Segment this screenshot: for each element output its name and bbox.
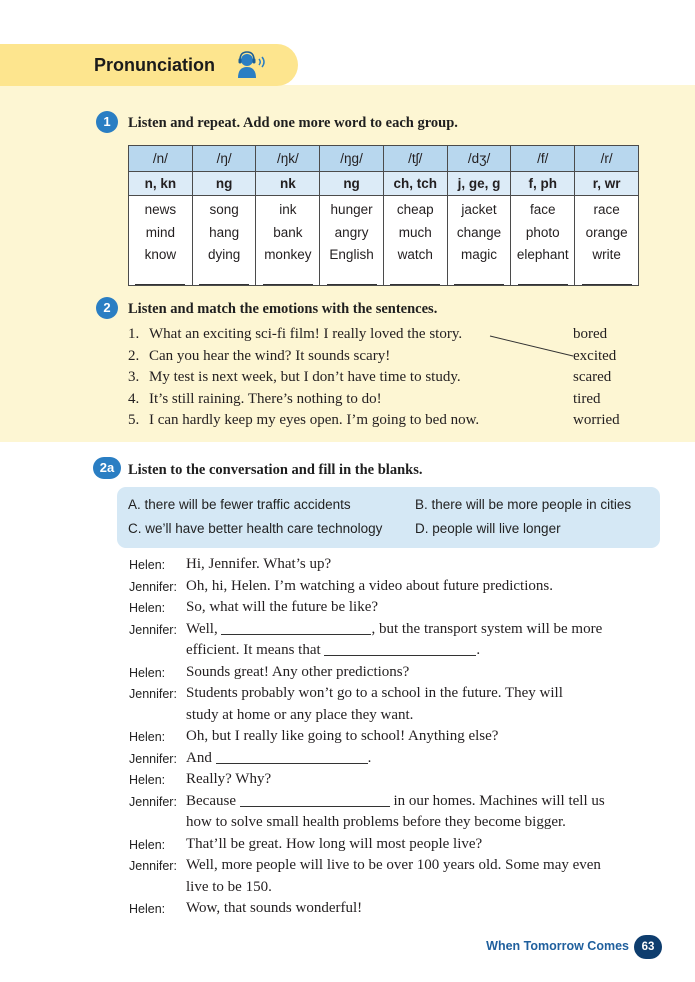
fill-in-blank[interactable] [240,792,390,807]
match-number: 5. [128,412,140,428]
dialogue-turn [129,898,649,920]
dialogue-turn [129,683,649,726]
dialogue-line: Oh, hi, Helen. I’m watching a video about future predictions. [186,577,553,594]
fill-in-blank[interactable] [324,641,476,656]
example-word: elephant [516,247,569,262]
example-word: monkey [264,247,312,262]
speaker-name: Jennifer: [129,859,177,873]
spelling-pattern: j, ge, g [447,172,511,196]
exercise-instruction: Listen and match the emotions with the sentences. [128,301,438,317]
match-item [128,412,628,434]
dialogue-line [186,748,649,770]
phoneme-symbol: /ŋk/ [256,146,320,172]
example-word: face [530,202,556,217]
dialogue-turn [129,597,649,619]
match-emotion-word[interactable]: worried [573,412,620,428]
spelling-pattern: ch, tch [383,172,447,196]
example-word: change [456,224,502,240]
headset-listening-icon [234,50,268,80]
match-sentence: It’s still raining. There’s nothing to do! [149,390,382,407]
dialogue-text: . [476,642,481,658]
phonics-table [128,145,639,286]
match-number: 3. [128,369,140,385]
exercise-number-badge: 2a [93,457,121,479]
example-word: cheap [396,202,434,217]
example-word: write [592,247,621,262]
example-word: news [144,202,177,217]
spelling-pattern: ng [320,172,384,196]
match-item [128,348,628,370]
match-sentence: What an exciting sci-fi film! I really loved the story. [149,326,463,342]
phoneme-symbol: /n/ [129,146,193,172]
answer-blank[interactable] [263,273,313,285]
spelling-pattern: r, wr [575,172,639,196]
match-item [128,369,628,391]
example-word: dying [207,247,241,262]
dialogue-line: Oh, but I really like going to school! Anything else? [186,728,499,744]
dialogue-line: That’ll be great. How long will most people live? [186,835,483,852]
answer-blank[interactable] [454,273,504,285]
dialogue-line [186,619,649,641]
phoneme-symbol: /f/ [511,146,575,172]
option-d: D. people will live longer [415,521,561,536]
example-word: English [329,247,374,262]
example-word: jacket [461,202,497,217]
option-c: C. we’ll have better health care technology [128,521,383,536]
match-emotion-word[interactable]: bored [573,326,608,342]
example-word: angry [334,224,369,240]
example-word: photo [525,224,560,240]
dialogue-turn [129,619,649,662]
dialogue-line: So, what will the future be like? [186,599,379,615]
dialogue-line: Sounds great! Any other predictions? [186,663,410,680]
dialogue-turn [129,726,649,748]
dialogue-line [186,791,649,813]
example-word: much [398,224,432,240]
match-sentence: My test is next week, but I don’t have time to study. [149,369,461,385]
speaker-name: Jennifer: [129,622,177,637]
speaker-name: Jennifer: [129,794,177,809]
spelling-pattern: nk [256,172,320,196]
speaker-name: Helen: [129,601,166,615]
exercise-instruction: Listen and repeat. Add one more word to each group. [128,115,458,131]
example-word: hang [209,224,240,240]
speaker-name: Helen: [129,730,166,744]
dialogue-text: And [186,749,216,766]
answer-blank[interactable] [199,273,249,285]
example-word: ink [279,202,297,217]
speaker-name: Helen: [129,558,166,572]
dialogue-line: Well, more people will live to be over 100 years old. Some may even [186,857,601,873]
exercise-instruction: Listen to the conversation and fill in the blanks. [128,462,423,478]
word-group [383,196,447,286]
answer-blank[interactable] [390,273,440,285]
dialogue-text: Because [186,792,240,809]
answer-blank[interactable] [518,273,568,285]
match-number: 2. [128,347,140,364]
spelling-pattern: n, kn [129,172,193,196]
dialogue-text: in our homes. Machines will tell us [389,792,605,809]
answer-blank[interactable] [135,273,185,285]
word-group [320,196,384,286]
match-number: 1. [128,326,140,342]
dialogue-line: Really? Why? [186,771,272,787]
phoneme-symbol: /ŋ/ [192,146,256,172]
speaker-name: Jennifer: [129,751,177,766]
match-sentence: Can you hear the wind? It sounds scary! [149,347,391,364]
phoneme-symbol: /dʒ/ [447,146,511,172]
dialogue-turn [129,834,649,856]
word-group [192,196,256,286]
dialogue-text: . [367,749,372,766]
example-word: bank [273,224,303,240]
matching-exercise [128,326,628,434]
answer-options-box [117,487,660,548]
dialogue-text: efficient. It means that [186,642,325,658]
option-a: A. there will be fewer traffic accidents [128,497,351,512]
dialogue-turn [129,791,649,834]
match-emotion-word[interactable]: scared [573,369,612,385]
phoneme-symbol: /tʃ/ [383,146,447,172]
match-number: 4. [128,390,140,407]
speaker-name: Jennifer: [129,687,177,701]
phoneme-symbol: /ŋg/ [320,146,384,172]
dialogue-line: live to be 150. [186,878,272,895]
dialogue-line: Hi, Jennifer. What’s up? [186,556,332,572]
exercise-number-badge: 2 [96,297,118,319]
fill-in-blank[interactable] [221,620,371,635]
unit-title: When Tomorrow Comes [486,939,629,953]
dialogue-turn [129,769,649,791]
dialogue-turn [129,855,649,898]
fill-in-blank[interactable] [216,749,368,764]
dialogue-line [186,640,649,662]
dialogue-text: Well, [186,620,222,637]
spelling-pattern: ng [192,172,256,196]
page-title: Pronunciation [94,55,215,75]
dialogue-line: study at home or any place they want. [186,706,414,723]
match-sentence: I can hardly keep my eyes open. I’m going to bed now. [149,412,480,428]
speaker-name: Jennifer: [129,579,177,594]
answer-blank[interactable] [327,273,377,285]
exercise-number-badge: 1 [96,111,118,133]
dialogue-line: Wow, that sounds wonderful! [186,900,363,916]
page-number-badge: 63 [634,935,662,959]
spelling-pattern: f, ph [511,172,575,196]
dialogue-turn [129,576,649,598]
dialogue-turn [129,554,649,576]
word-group [447,196,511,286]
example-word: watch [397,247,433,262]
dialogue-line: how to solve small health problems before they become bigger. [186,814,566,830]
speaker-name: Helen: [129,665,166,680]
word-group [511,196,575,286]
match-item [128,391,628,413]
speaker-name: Helen: [129,902,166,916]
dialogue-line: Students probably won’t go to a school in the future. They will [186,685,563,701]
example-word: hunger [330,202,373,217]
option-b: B. there will be more people in cities [415,497,632,512]
phoneme-symbol: /r/ [575,146,639,172]
example-word: song [209,202,239,217]
example-word: mind [145,224,175,240]
answer-blank[interactable] [582,273,632,285]
dialogue-turn [129,748,649,770]
speaker-name: Helen: [129,837,166,852]
word-group [575,196,639,286]
example-word: know [144,247,177,262]
conversation [129,554,649,920]
match-item [128,326,628,348]
example-word: orange [585,224,628,240]
example-word: race [593,202,620,217]
word-group [256,196,320,286]
word-group [129,196,193,286]
match-emotion-word[interactable]: tired [573,390,601,407]
speaker-name: Helen: [129,773,166,787]
match-emotion-word[interactable]: excited [573,347,617,364]
example-word: magic [461,247,498,262]
dialogue-text: , but the transport system will be more [371,620,603,637]
dialogue-turn [129,662,649,684]
